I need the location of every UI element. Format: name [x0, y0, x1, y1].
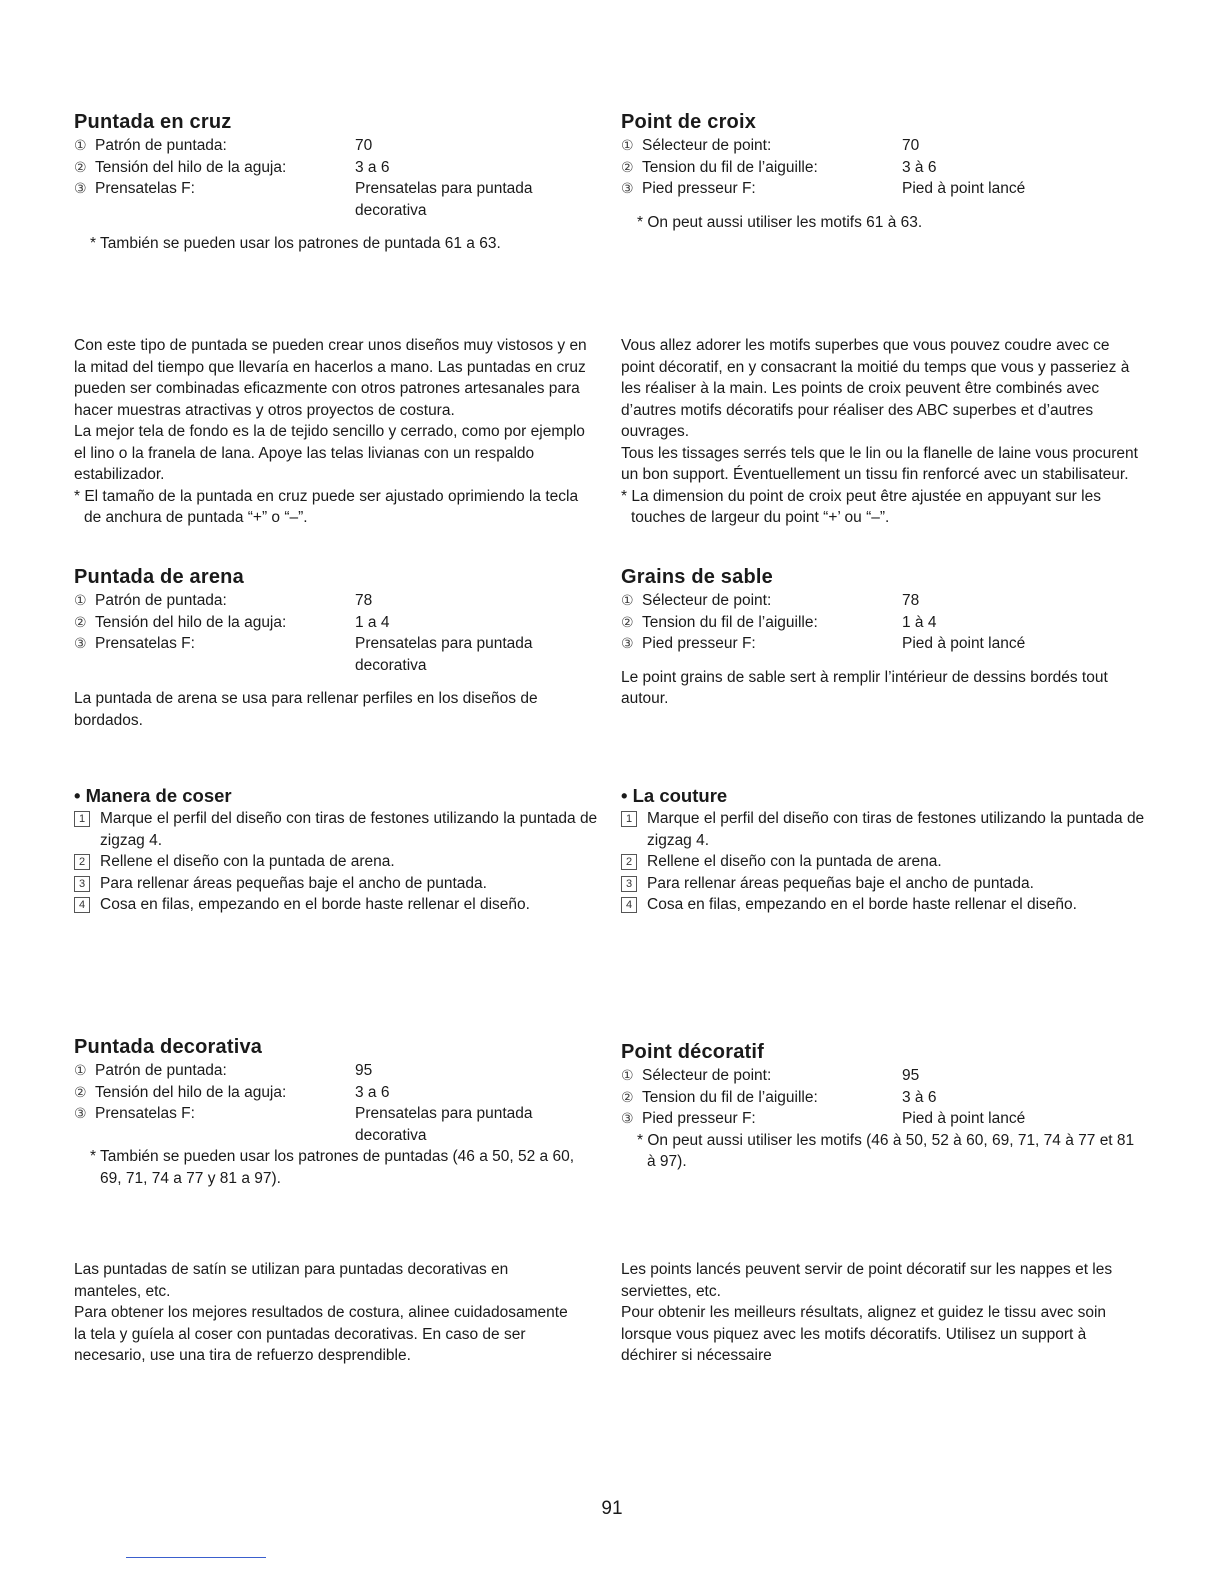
croix-description	[621, 335, 1146, 529]
setting-value: Pied à point lancé	[902, 180, 1026, 197]
setting-label: Tension du fil de l’aiguille:	[642, 158, 818, 176]
circled-number: ②	[74, 158, 87, 175]
setting-label: Prensatelas F:	[95, 635, 195, 652]
circled-number: ②	[74, 1083, 87, 1100]
circled-number: ③	[621, 1110, 634, 1126]
circled-number: ①	[74, 592, 87, 608]
setting-label: Pied presseur F:	[642, 635, 756, 652]
step-item	[74, 894, 599, 916]
circled-number: ③	[74, 635, 87, 651]
note: * On peut aussi utiliser les motifs 61 à 63.	[637, 213, 923, 231]
circled-number: ①	[621, 1067, 634, 1083]
decorativa-description	[74, 1259, 579, 1367]
circled-number: ③	[621, 180, 634, 196]
setting-value: 1 à 4	[902, 613, 937, 631]
setting-label: Prensatelas F:	[95, 180, 195, 197]
section-title: Point de croix	[621, 111, 757, 133]
note: * On peut aussi utiliser les motifs (46 à 50, 52 à 60, 69, 71, 74 à 77 et 81 à 97).	[637, 1131, 1135, 1170]
setting-value: 70	[355, 137, 373, 154]
decoratif-description	[621, 1259, 1146, 1367]
step-text: Marque el perfil del diseño con tiras de festones utilizando la puntada de zigzag 4.	[100, 810, 598, 849]
circled-number: ①	[74, 137, 87, 153]
setting-label: Prensatelas F:	[95, 1105, 195, 1122]
step-item	[74, 851, 599, 873]
setting-value: 78	[902, 592, 920, 609]
circled-number: ③	[74, 180, 87, 196]
setting-row	[621, 590, 1146, 612]
paragraph: Le point grains de sable sert à remplir l’intérieur de dessins bordés tout autour.	[621, 668, 1108, 707]
step-number: 4	[621, 897, 637, 913]
note: * El tamaño de la puntada en cruz puede ser ajustado oprimiendo la tecla de anchura de puntada “+” o “–”.	[74, 487, 579, 526]
setting-label: Patrón de puntada:	[95, 137, 227, 154]
paragraph: Las puntadas de satín se utilizan para puntadas decorativas en manteles, etc.	[74, 1261, 509, 1300]
note: * También se pueden usar los patrones de puntada 61 a 63.	[90, 235, 501, 252]
setting-value: 3 a 6	[355, 158, 390, 176]
section-title: Puntada decorativa	[74, 1036, 263, 1058]
step-item	[74, 808, 599, 851]
coser-section	[74, 785, 599, 916]
setting-value: Prensatelas para puntada decorativa	[355, 180, 533, 219]
paragraph: Les points lancés peuvent servir de point décoratif sur les nappes et les serviettes, etc.	[621, 1261, 1113, 1300]
step-item	[621, 808, 1146, 851]
setting-label: Tensión del hilo de la aguja:	[95, 613, 287, 631]
circled-number: ②	[74, 613, 87, 630]
paragraph: La mejor tela de fondo es la de tejido sencillo y cerrado, como por ejemplo el lino o la franela de lana. Apoye las telas livianas con un respaldo estabilizador.	[74, 423, 585, 483]
setting-row	[621, 1065, 1146, 1087]
setting-value: 3 à 6	[902, 1088, 937, 1106]
setting-label: Tensión del hilo de la aguja:	[95, 158, 287, 176]
setting-label: Pied presseur F:	[642, 180, 756, 197]
step-number: 2	[621, 854, 637, 870]
decoratif-section	[621, 1040, 1146, 1173]
couture-section	[621, 785, 1146, 916]
setting-value: Pied à point lancé	[902, 635, 1026, 652]
setting-value: Prensatelas para puntada decorativa	[355, 1105, 533, 1144]
setting-label: Patrón de puntada:	[95, 1062, 227, 1079]
step-text: Cosa en filas, empezando en el borde haste rellenar el diseño.	[100, 896, 530, 913]
step-number: 4	[74, 897, 90, 913]
arena-section	[74, 565, 599, 731]
section-title: • Manera de coser	[74, 785, 232, 806]
setting-value: 78	[355, 592, 373, 609]
setting-label: Tension du fil de l’aiguille:	[642, 613, 818, 631]
setting-value: 95	[902, 1067, 920, 1084]
setting-row	[74, 590, 599, 612]
section-title: Puntada de arena	[74, 566, 244, 588]
setting-value: Pied à point lancé	[902, 1110, 1026, 1127]
setting-value: 95	[355, 1062, 373, 1079]
setting-label: Sélecteur de point:	[642, 137, 772, 154]
setting-label: Sélecteur de point:	[642, 1067, 772, 1084]
setting-row	[621, 157, 1146, 179]
setting-label: Tensión del hilo de la aguja:	[95, 1083, 287, 1101]
setting-label: Sélecteur de point:	[642, 592, 772, 609]
paragraph: Tous les tissages serrés tels que le lin ou la flanelle de laine vous procurent un bon support. Éventuellement un tissu fin renforcé avec un stabilisateur.	[621, 444, 1138, 483]
paragraph: Pour obtenir les meilleurs résultats, alignez et guidez le tissu avec soin lorsque vous piquez avec les motifs décoratifs. Utilisez un support à déchirer si nécessaire	[621, 1304, 1107, 1364]
step-text: Marque el perfil del diseño con tiras de festones utilizando la puntada de zigzag 4.	[647, 810, 1145, 849]
setting-label: Patrón de puntada:	[95, 592, 227, 609]
page-number: 91	[601, 1498, 623, 1519]
step-text: Para rellenar áreas pequeñas baje el ancho de puntada.	[100, 874, 487, 892]
step-text: Para rellenar áreas pequeñas baje el ancho de puntada.	[647, 874, 1034, 892]
circled-number: ②	[621, 613, 634, 630]
setting-label: Pied presseur F:	[642, 1110, 756, 1127]
setting-value: 3 à 6	[902, 158, 937, 176]
setting-row	[621, 1108, 1146, 1130]
setting-row	[621, 135, 1146, 157]
section-title: Point décoratif	[621, 1041, 765, 1063]
cruz-description	[74, 335, 599, 529]
sable-section	[621, 565, 1146, 710]
setting-label: Tension du fil de l’aiguille:	[642, 1088, 818, 1106]
cruz-section	[74, 110, 599, 255]
section-title: Grains de sable	[621, 566, 773, 588]
footer-rule	[126, 1557, 266, 1558]
setting-row	[621, 612, 1146, 634]
section-title: Puntada en cruz	[74, 111, 232, 133]
note: * También se pueden usar los patrones de puntadas (46 a 50, 52 a 60, 69, 71, 74 a 77 y 81 a 97).	[90, 1148, 575, 1187]
step-text: Rellene el diseño con la puntada de arena.	[647, 853, 942, 870]
setting-row	[621, 1087, 1146, 1109]
decorativa-section	[74, 1035, 599, 1189]
step-item	[621, 851, 1146, 873]
step-text: Rellene el diseño con la puntada de arena.	[100, 853, 395, 870]
setting-row	[74, 1082, 599, 1104]
section-title: • La couture	[621, 785, 728, 806]
setting-row	[74, 633, 599, 676]
setting-row	[74, 1103, 599, 1146]
setting-row	[74, 135, 599, 157]
step-number: 3	[74, 876, 90, 892]
circled-number: ①	[621, 592, 634, 608]
paragraph: La puntada de arena se usa para rellenar perfiles en los diseños de bordados.	[74, 690, 538, 729]
step-item	[621, 873, 1146, 895]
step-item	[621, 894, 1146, 916]
setting-value: 1 a 4	[355, 613, 390, 631]
step-number: 2	[74, 854, 90, 870]
circled-number: ①	[74, 1062, 87, 1078]
step-number: 3	[621, 876, 637, 892]
note: * La dimension du point de croix peut être ajustée en appuyant sur les touches de largeur du point “+’ ou “–”.	[621, 487, 1101, 526]
setting-value: 70	[902, 137, 920, 154]
circled-number: ③	[621, 635, 634, 651]
step-text: Cosa en filas, empezando en el borde haste rellenar el diseño.	[647, 896, 1077, 913]
setting-value: Prensatelas para puntada decorativa	[355, 635, 533, 674]
setting-row	[74, 157, 599, 179]
setting-row	[621, 178, 1146, 200]
step-item	[74, 873, 599, 895]
step-number: 1	[621, 811, 637, 827]
paragraph: Para obtener los mejores resultados de costura, alinee cuidadosamente la tela y guíela al coser con puntadas decorativas. En caso de ser necesario, use una tira de refuerzo desprendible.	[74, 1304, 568, 1364]
setting-row	[74, 178, 599, 221]
paragraph: Vous allez adorer les motifs superbes que vous pouvez coudre avec ce point décoratif, en y consacrant la moitié du temps que vous y passeriez à les réaliser à la main. Les points de croix peuvent être combinés avec d’autres motifs décoratifs pour réaliser des ABC superbes et d’autres ouvrages.	[621, 337, 1130, 440]
setting-value: 3 a 6	[355, 1083, 390, 1101]
circled-number: ②	[621, 158, 634, 175]
step-number: 1	[74, 811, 90, 827]
circled-number: ②	[621, 1088, 634, 1105]
circled-number: ①	[621, 137, 634, 153]
paragraph: Con este tipo de puntada se pueden crear unos diseños muy vistosos y en la mitad del tiempo que llevaría en hacerlos a mano. Las puntadas en cruz pueden ser combinadas eficazmente con otros patrones artesanales para hacer muestras atractivas y otros proyectos de costura.	[74, 337, 587, 419]
croix-section	[621, 110, 1146, 233]
setting-row	[74, 1060, 599, 1082]
circled-number: ③	[74, 1105, 87, 1121]
setting-row	[74, 612, 599, 634]
setting-row	[621, 633, 1146, 655]
